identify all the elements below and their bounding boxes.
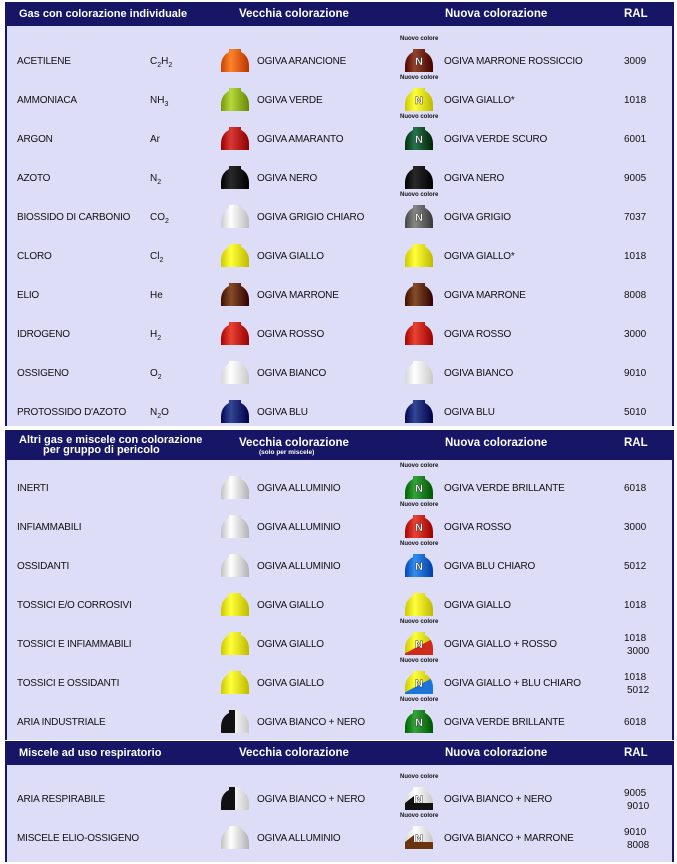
header-new-color: Nuova colorazione: [445, 437, 548, 449]
new-color-label: OGIVA VERDE BRILLANTE: [444, 483, 565, 494]
ral-code-secondary: 9010: [627, 801, 650, 812]
table-row: [7, 697, 672, 740]
new-color-label: OGIVA GIALLO: [444, 600, 511, 611]
ral-code: 6018: [624, 717, 647, 728]
old-dome-icon: [218, 282, 252, 306]
header-gas: Gas con colorazione individuale: [19, 8, 188, 20]
ral-code: 1018: [624, 600, 647, 611]
new-color-label: OGIVA GIALLO*: [444, 95, 515, 106]
old-dome-icon: [218, 514, 252, 538]
ral-code: 9005: [624, 173, 647, 184]
new-dome-icon: [402, 631, 436, 655]
gas-name: OSSIGENO: [17, 368, 69, 379]
new-color-label: OGIVA GIALLO + ROSSO: [444, 639, 557, 650]
table-row: [7, 275, 672, 313]
ral-code: 1018: [624, 95, 647, 106]
section-header: [7, 741, 672, 765]
gas-formula: $N_2O$: [150, 407, 169, 420]
gas-formula: $O_2$: [150, 368, 162, 381]
new-color-label: OGIVA ROSSO: [444, 329, 512, 340]
table-row: [7, 36, 672, 79]
nuovo-colore-tag: Nuovo colore: [400, 463, 439, 469]
gas-name: ARGON: [17, 134, 53, 145]
gas-name: ACETILENE: [17, 56, 71, 67]
table-row: [7, 463, 672, 506]
new-color-label: OGIVA VERDE BRILLANTE: [444, 717, 565, 728]
new-color-label: OGIVA BIANCO + NERO: [444, 794, 552, 805]
nuovo-colore-tag: Nuovo colore: [400, 619, 439, 625]
old-dome-icon: [218, 825, 252, 849]
gas-name: MISCELE ELIO-OSSIGENO: [17, 833, 139, 844]
svg-text:N: N: [415, 561, 423, 573]
new-dome-icon: [402, 321, 436, 345]
old-color-label: OGIVA VERDE: [257, 95, 323, 106]
new-dome-icon: [402, 243, 436, 267]
nuovo-colore-tag: Nuovo colore: [400, 774, 439, 780]
table-row: [7, 314, 672, 352]
table-row: [7, 353, 672, 391]
svg-text:N: N: [415, 678, 423, 690]
svg-text:N: N: [415, 212, 423, 224]
new-color-label: OGIVA BLU CHIARO: [444, 561, 536, 572]
table-row: [7, 502, 672, 545]
old-color-label: OGIVA NERO: [257, 173, 318, 184]
svg-text:N: N: [415, 134, 423, 146]
table-row: [7, 114, 672, 157]
new-color-label: OGIVA VERDE SCURO: [444, 134, 548, 145]
old-color-label: OGIVA BIANCO + NERO: [257, 717, 365, 728]
new-dome-icon: [402, 204, 436, 228]
ral-code: 9005: [624, 788, 647, 799]
new-dome-icon: [402, 553, 436, 577]
old-dome-icon: [218, 243, 252, 267]
gas-formula: $H_2$: [150, 329, 162, 342]
table-row: [7, 658, 672, 701]
nuovo-colore-tag: Nuovo colore: [400, 697, 439, 703]
table-row: [7, 813, 672, 856]
old-dome-icon: [218, 592, 252, 616]
svg-text:N: N: [415, 833, 423, 845]
gas-name: CLORO: [17, 251, 52, 262]
old-color-label: OGIVA GIALLO: [257, 639, 324, 650]
new-dome-icon: [402, 87, 436, 111]
new-color-label: OGIVA BLU: [444, 407, 495, 418]
ral-code-secondary: 8008: [627, 840, 650, 851]
new-dome-icon: [402, 399, 436, 423]
table-row: [7, 392, 672, 430]
header-new-color: Nuova colorazione: [445, 8, 548, 20]
ral-code: 8008: [624, 290, 647, 301]
new-dome-icon: [402, 165, 436, 189]
old-dome-icon: [218, 321, 252, 345]
old-color-label: OGIVA BIANCO: [257, 368, 327, 379]
old-color-label: OGIVA MARRONE: [257, 290, 339, 301]
svg-text:N: N: [415, 95, 423, 107]
header-new-color: Nuova colorazione: [445, 747, 548, 759]
table-row: [7, 158, 672, 196]
new-color-label: OGIVA ROSSO: [444, 522, 512, 533]
header-gas-line2: per gruppo di pericolo: [43, 444, 160, 456]
section-breathing-mixtures: [5, 741, 674, 862]
new-dome-icon: [402, 514, 436, 538]
new-color-label: OGIVA MARRONE ROSSICCIO: [444, 56, 583, 67]
new-dome-icon: [402, 786, 436, 810]
nuovo-colore-tag: Nuovo colore: [400, 114, 439, 120]
svg-text:N: N: [415, 483, 423, 495]
ral-code: 1018: [624, 672, 647, 683]
gas-name: INFIAMMABILI: [17, 522, 82, 533]
new-dome-icon: [402, 670, 436, 694]
table-row: [7, 619, 672, 662]
header-gas: Miscele ad uso respiratorio: [19, 747, 162, 759]
gas-formula: $C_2H_2$: [150, 56, 173, 69]
svg-text:N: N: [415, 717, 423, 729]
nuovo-colore-tag: Nuovo colore: [400, 36, 439, 42]
svg-text:N: N: [415, 639, 423, 651]
old-color-label: OGIVA GIALLO: [257, 678, 324, 689]
header-old-color: Vecchia colorazione: [239, 8, 349, 20]
ral-code: 3009: [624, 56, 647, 67]
old-color-label: OGIVA ALLUMINIO: [257, 522, 341, 533]
header-old-subtitle: (solo per miscele): [259, 449, 315, 456]
gas-name: AZOTO: [17, 173, 51, 184]
old-color-label: OGIVA ARANCIONE: [257, 56, 347, 67]
section-header: [7, 430, 672, 460]
gas-formula: $N_2$: [150, 173, 162, 186]
gas-name: IDROGENO: [17, 329, 70, 340]
gas-formula: He: [150, 290, 163, 301]
old-color-label: OGIVA ALLUMINIO: [257, 483, 341, 494]
ral-code-secondary: 3000: [627, 646, 650, 657]
new-dome-icon: [402, 592, 436, 616]
old-dome-icon: [218, 553, 252, 577]
gas-formula: $CO_2$: [150, 212, 169, 225]
svg-text:N: N: [415, 522, 423, 534]
old-color-label: OGIVA GIALLO: [257, 600, 324, 611]
new-dome-icon: [402, 709, 436, 733]
gas-formula: $Cl_2$: [150, 251, 164, 264]
old-color-label: OGIVA BIANCO + NERO: [257, 794, 365, 805]
old-dome-icon: [218, 709, 252, 733]
old-dome-icon: [218, 165, 252, 189]
ral-code-secondary: 5012: [627, 685, 650, 696]
new-dome-icon: [402, 475, 436, 499]
ral-code: 6018: [624, 483, 647, 494]
new-color-label: OGIVA BIANCO + MARRONE: [444, 833, 574, 844]
ral-code: 1018: [624, 251, 647, 262]
old-color-label: OGIVA GIALLO: [257, 251, 324, 262]
ral-code: 6001: [624, 134, 647, 145]
new-color-label: OGIVA MARRONE: [444, 290, 526, 301]
table-row: [7, 541, 672, 584]
nuovo-colore-tag: Nuovo colore: [400, 192, 439, 198]
old-dome-icon: [218, 126, 252, 150]
old-color-label: OGIVA ALLUMINIO: [257, 561, 341, 572]
table-row: [7, 774, 672, 817]
old-dome-icon: [218, 399, 252, 423]
new-color-label: OGIVA NERO: [444, 173, 505, 184]
nuovo-colore-tag: Nuovo colore: [400, 502, 439, 508]
nuovo-colore-tag: Nuovo colore: [400, 541, 439, 547]
header-old-color: Vecchia colorazione: [239, 747, 349, 759]
ral-code: 3000: [624, 329, 647, 340]
new-color-label: OGIVA GIALLO*: [444, 251, 515, 262]
gas-name: TOSSICI E OSSIDANTI: [17, 678, 120, 689]
old-color-label: OGIVA ALLUMINIO: [257, 833, 341, 844]
ral-code: 7037: [624, 212, 647, 223]
gas-name: BIOSSIDO DI CARBONIO: [17, 212, 131, 223]
new-color-label: OGIVA GRIGIO: [444, 212, 511, 223]
table-row: [7, 236, 672, 274]
table-row: [7, 192, 672, 235]
section-individual-gases: [5, 2, 674, 426]
gas-name: PROTOSSIDO D'AZOTO: [17, 407, 127, 418]
old-color-label: OGIVA ROSSO: [257, 329, 325, 340]
new-dome-icon: [402, 360, 436, 384]
new-dome-icon: [402, 282, 436, 306]
gas-formula: Ar: [150, 134, 160, 145]
old-dome-icon: [218, 48, 252, 72]
header-ral: RAL: [624, 8, 648, 20]
old-dome-icon: [218, 360, 252, 384]
gas-name: ARIA INDUSTRIALE: [17, 717, 106, 728]
nuovo-colore-tag: Nuovo colore: [400, 75, 439, 81]
section-hazard-groups: [5, 430, 674, 740]
svg-text:N: N: [415, 56, 423, 68]
old-dome-icon: [218, 475, 252, 499]
nuovo-colore-tag: Nuovo colore: [400, 813, 439, 819]
old-dome-icon: [218, 670, 252, 694]
old-color-label: OGIVA BLU: [257, 407, 308, 418]
section-header: [7, 2, 672, 26]
new-dome-icon: [402, 825, 436, 849]
svg-text:N: N: [415, 794, 423, 806]
gas-name: TOSSICI E INFIAMMABILI: [17, 639, 132, 650]
ral-code: 9010: [624, 368, 647, 379]
old-dome-icon: [218, 204, 252, 228]
header-old-color: Vecchia colorazione: [239, 437, 349, 449]
old-color-label: OGIVA AMARANTO: [257, 134, 344, 145]
header-ral: RAL: [624, 747, 648, 759]
gas-name: ELIO: [17, 290, 39, 301]
gas-name: INERTI: [17, 483, 49, 494]
new-dome-icon: [402, 48, 436, 72]
old-dome-icon: [218, 786, 252, 810]
gas-name: ARIA RESPIRABILE: [17, 794, 105, 805]
ral-code: 9010: [624, 827, 647, 838]
new-color-label: OGIVA GIALLO + BLU CHIARO: [444, 678, 581, 689]
table-row: [7, 75, 672, 118]
new-dome-icon: [402, 126, 436, 150]
gas-formula: $NH_3$: [150, 95, 169, 108]
ral-code: 1018: [624, 633, 647, 644]
ral-code: 5010: [624, 407, 647, 418]
gas-name: TOSSICI E/O CORROSIVI: [17, 600, 132, 611]
old-dome-icon: [218, 87, 252, 111]
old-dome-icon: [218, 631, 252, 655]
old-color-label: OGIVA GRIGIO CHIARO: [257, 212, 365, 223]
header-ral: RAL: [624, 437, 648, 449]
gas-name: AMMONIACA: [17, 95, 77, 106]
new-color-label: OGIVA BIANCO: [444, 368, 514, 379]
header-gas-line1: Altri gas e miscele con colorazione: [19, 434, 203, 446]
ral-code: 3000: [624, 522, 647, 533]
table-row: [7, 585, 672, 623]
nuovo-colore-tag: Nuovo colore: [400, 658, 439, 664]
gas-name: OSSIDANTI: [17, 561, 70, 572]
ral-code: 5012: [624, 561, 647, 572]
